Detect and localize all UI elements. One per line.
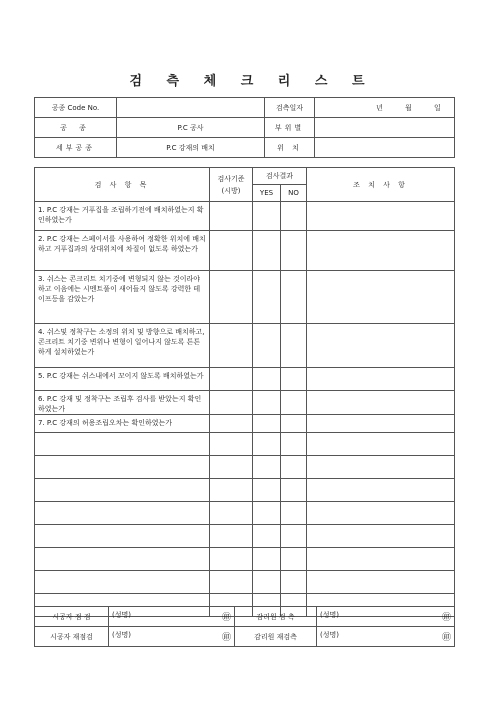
action-cell[interactable] [307,433,455,456]
contractor-recheck-label: 시공자 재점검 [35,627,109,647]
standard-cell[interactable] [210,456,253,479]
no-cell[interactable] [281,479,307,502]
supervisor-recheck-label: 감리원 재검측 [235,627,317,647]
supervisor-check-label: 감리원 검 측 [235,607,317,627]
blank-item-cell[interactable] [35,525,210,548]
action-cell[interactable] [307,525,455,548]
yes-cell[interactable] [253,456,281,479]
sign-label: (성명) [320,611,339,619]
no-cell[interactable] [281,368,307,391]
standard-cell[interactable] [210,368,253,391]
work-type-label: 공 종 [35,118,117,138]
checklist-item: 1. P.C 강재는 거푸집을 조립하기전에 배치하였는지 확인하였는가 [35,202,210,231]
checklist-table [34,167,455,617]
standard-cell[interactable] [210,571,253,594]
detail-value[interactable]: P.C 강재의 배치 [117,138,265,158]
part-value[interactable] [315,118,455,138]
no-cell[interactable] [281,456,307,479]
yes-cell[interactable] [253,391,281,415]
action-cell[interactable] [307,324,455,368]
seal-mark: ㊞ [221,633,231,643]
standard-cell[interactable] [210,479,253,502]
location-value[interactable] [315,138,455,158]
yes-cell[interactable] [253,571,281,594]
standard-cell[interactable] [210,231,253,271]
col-standard-header [210,168,253,202]
standard-cell[interactable] [210,548,253,571]
action-cell[interactable] [307,571,455,594]
standard-cell[interactable] [210,324,253,368]
no-cell[interactable] [281,548,307,571]
sign-label: (성명) [320,631,339,639]
signature-table [34,606,455,647]
col-no-header: NO [281,185,307,202]
blank-item-cell[interactable] [35,502,210,525]
contractor-recheck-sign[interactable] [109,627,235,647]
location-label: 위 치 [265,138,315,158]
yes-cell[interactable] [253,231,281,271]
standard-cell[interactable] [210,433,253,456]
yes-cell[interactable] [253,271,281,324]
date-label: 검측일자 [265,98,315,118]
action-cell[interactable] [307,391,455,415]
no-cell[interactable] [281,271,307,324]
action-cell[interactable] [307,456,455,479]
yes-cell[interactable] [253,479,281,502]
no-cell[interactable] [281,433,307,456]
yes-cell[interactable] [253,502,281,525]
yes-cell[interactable] [253,324,281,368]
col-standard-label: 검사기준 [217,174,245,183]
date-day: 일 [434,103,441,112]
standard-cell[interactable] [210,202,253,231]
supervisor-check-sign[interactable] [317,607,455,627]
page-title: 검 측 체 크 리 스 트 [129,74,375,89]
no-cell[interactable] [281,202,307,231]
no-cell[interactable] [281,231,307,271]
action-cell[interactable] [307,548,455,571]
standard-cell[interactable] [210,271,253,324]
date-month: 월 [405,103,412,112]
checklist-item: 6. P.C 강재 및 정착구는 조립후 검사를 받았는지 확인하였는가 [35,391,210,415]
action-cell[interactable] [307,415,455,433]
no-cell[interactable] [281,502,307,525]
date-year: 년 [376,103,383,112]
yes-cell[interactable] [253,202,281,231]
yes-cell[interactable] [253,433,281,456]
checklist-item: 2. P.C 강재는 스페이서를 사용하여 정확한 위치에 배치하고 거푸집과의 상대위치에 차질이 없도록 하였는가 [35,231,210,271]
blank-item-cell[interactable] [35,456,210,479]
standard-cell[interactable] [210,525,253,548]
checklist-item: 3. 쉬스는 콘크리트 치기중에 변형되지 않는 것이라야하고 이음에는 시멘트풀이 새어들지 않도록 강력한 테이프등을 감았는가 [35,271,210,324]
no-cell[interactable] [281,324,307,368]
supervisor-recheck-sign[interactable] [317,627,455,647]
action-cell[interactable] [307,202,455,231]
no-cell[interactable] [281,525,307,548]
blank-item-cell[interactable] [35,571,210,594]
blank-item-cell[interactable] [35,548,210,571]
col-action-header: 조 치 사 항 [307,168,455,202]
no-cell[interactable] [281,391,307,415]
yes-cell[interactable] [253,525,281,548]
seal-mark: ㊞ [441,613,451,623]
blank-item-cell[interactable] [35,479,210,502]
code-label: 공종 Code No. [35,98,117,118]
no-cell[interactable] [281,415,307,433]
date-value[interactable] [315,98,455,118]
action-cell[interactable] [307,368,455,391]
checklist-item: 5. P.C 강재는 쉬스내에서 꼬이지 않도록 배치하였는가 [35,368,210,391]
standard-cell[interactable] [210,502,253,525]
col-yes-header: YES [253,185,281,202]
col-result-header: 검사결과 [253,168,307,185]
no-cell[interactable] [281,571,307,594]
code-value[interactable] [117,98,265,118]
header-table [34,97,455,158]
seal-mark: ㊞ [221,613,231,623]
action-cell[interactable] [307,271,455,324]
contractor-check-label: 시공자 점 검 [35,607,109,627]
sign-label: (성명) [112,611,131,619]
action-cell[interactable] [307,479,455,502]
seal-mark: ㊞ [441,633,451,643]
part-label: 부위별 [265,118,315,138]
yes-cell[interactable] [253,548,281,571]
col-item-header: 검 사 항 목 [35,168,210,202]
checklist-item: 4. 쉬스및 정착구는 소정의 위치 및 방향으로 배치하고, 콘크리트 치기중 변위나 변형이 일어나지 않도록 튼튼하게 설치하였는가 [35,324,210,368]
action-cell[interactable] [307,502,455,525]
sign-label: (성명) [112,631,131,639]
action-cell[interactable] [307,231,455,271]
col-standard-sub: (시방) [221,186,241,195]
yes-cell[interactable] [253,415,281,433]
contractor-check-sign[interactable] [109,607,235,627]
blank-item-cell[interactable] [35,433,210,456]
standard-cell[interactable] [210,415,253,433]
detail-label: 세부공종 [35,138,117,158]
work-type-value[interactable]: P.C 공사 [117,118,265,138]
standard-cell[interactable] [210,391,253,415]
yes-cell[interactable] [253,368,281,391]
checklist-item: 7. P.C 강재의 허용조립오차는 확인하였는가 [35,415,210,433]
